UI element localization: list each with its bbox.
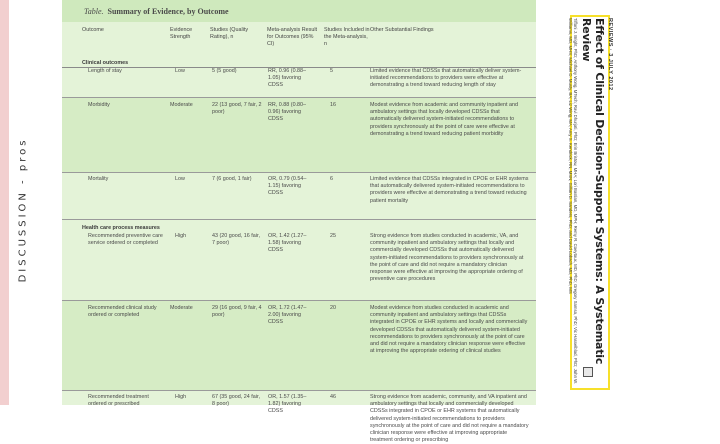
article-title: Effect of Clinical Decision-Support Systems: A Systematic Review [579, 17, 606, 364]
table-title [62, 0, 536, 22]
table-header-row [62, 22, 536, 68]
row-divider [62, 172, 536, 173]
row-strength: Low [175, 176, 185, 182]
row-strength: High [175, 394, 187, 400]
row-findings: Strong evidence from studies conducted in academic, VA, and community inpatient and ambulatory settings that locally and commercially developed CDSSs that automatically delivered system-initiated recommendations to providers synchronously at the point of care and did not require a mandatory clinician response were effective at improving the appropriate ordering of preventive care procedures [370, 233, 524, 283]
row-divider [62, 390, 536, 391]
article-category: REVIEWS · 3 JULY 2012 [606, 17, 613, 91]
table-title-text: Summary of Evidence, by Outcome [107, 7, 229, 16]
side-accent-bar [0, 0, 9, 405]
row-findings: Limited evidence that CDSSs that automatically deliver system-initiated recommendations to providers were effective at demonstrating a trend toward reducing length of stay [370, 68, 522, 89]
row-studies: 22 (13 good, 7 fair, 2 poor) [212, 102, 262, 116]
row-meta: RR, 0.96 (0.88–1.05) favoring CDSS [268, 68, 307, 89]
row-included: 16 [330, 102, 336, 108]
row-findings: Limited evidence that CDSSs integrated in CPOE or EHR systems that automatically delivered system-initiated recommendations to providers were effective at demonstrating a trend toward reducing patient mortality [370, 176, 529, 204]
evidence-table [62, 22, 536, 444]
row-strength: Moderate [170, 102, 193, 108]
row-studies: 7 (6 good, 1 fair) [212, 176, 252, 182]
row-findings: Modest evidence from academic and community inpatient and ambulatory settings that locally developed CDSSs that automatically delivered system-initiated recommendations to providers synchronously at the point of care were effective at demonstrating a trend toward reducing patient morbidity [370, 102, 519, 137]
row-meta: OR, 1.57 (1.35–1.82) favoring CDSS [268, 394, 307, 415]
row-included: 46 [330, 394, 336, 400]
row-meta: RR, 0.88 (0.80–0.96) favoring CDSS [268, 102, 307, 123]
header-studies-included: Studies Included in the Meta-analysis, n [324, 27, 370, 47]
row-outcome: Morbidity [88, 102, 110, 108]
article-header-panel [567, 15, 613, 390]
section-process-measures: Health care process measures [82, 225, 160, 231]
row-studies: 67 (35 good, 24 fair, 8 poor) [212, 394, 260, 408]
row-outcome: Recommended treatment ordered or prescribed [88, 394, 149, 408]
header-meta-analysis: Meta-analysis Result for Outcomes (95% CI) [267, 27, 318, 47]
row-studies: 5 (5 good) [212, 68, 237, 74]
row-included: 20 [330, 305, 336, 311]
header-outcome: Outcome [82, 27, 104, 33]
row-studies: 29 (16 good, 9 fair, 4 poor) [212, 305, 262, 319]
header-other-findings: Other Substantial Findings [370, 27, 434, 33]
row-included: 6 [330, 176, 333, 182]
row-included: 5 [330, 68, 333, 74]
row-studies: 43 (20 good, 16 fair, 7 poor) [212, 233, 260, 247]
header-evidence-strength: Evidence Strength [170, 27, 193, 40]
row-findings: Strong evidence from academic, community, and VA inpatient and ambulatory settings that locally and commercially developed CDSSs integrated in CPOE or EHR systems that automatically delivered system-initiated recommendations to providers synchronously at the point of care and did not require a mandatory clinician response were effective at improving appropriate treatment ordering or prescribing [370, 394, 529, 444]
row-findings: Modest evidence from studies conducted in academic and community inpatient and ambulatory settings that CDSSs integrated in CPOE or EHR systems and locally and commercially developed CDSSs that automatically delivered system-initiated recommendations to providers synchronously at the point of care and did not require a mandatory clinician response were effective at improving the appropriate ordering of clinical studies [370, 305, 528, 355]
row-outcome: Length of stay [88, 68, 122, 74]
article-authors: Tiffani J. Bright, PhD; Anthony Wong, MTech; Ravi Dhurjati, PhD; Erin Bristow, MHA; Lori Bastian, MD, MPH; Remy R. Coeytaux, MD, PhD; Gregory Samsa, PhD; Vic Hasselblad, PhD; John W. Williams, MD, MHS; Michael D. Musty, BA; Liz Wing, MA; Amy S. Kendrick, RN, MSN; Gillian D. Sanders, PhD; and David Lobach, MD, PhD, MS [567, 17, 578, 384]
row-strength: Moderate [170, 305, 193, 311]
row-outcome: Recommended clinical study ordered or completed [88, 305, 157, 319]
journal-logo-icon [583, 367, 593, 377]
header-studies-quality: Studies (Quality Rating), n [210, 27, 249, 40]
row-strength: Low [175, 68, 185, 74]
row-outcome: Mortality [88, 176, 109, 182]
row-meta: OR, 0.79 (0.54–1.15) favoring CDSS [268, 176, 307, 197]
row-included: 25 [330, 233, 336, 239]
table-label: Table. [84, 7, 104, 16]
row-meta: OR, 1.42 (1.27–1.58) favoring CDSS [268, 233, 307, 254]
row-meta: OR, 1.72 (1.47–2.00) favoring CDSS [268, 305, 307, 326]
article-header-rotated [567, 18, 613, 388]
row-outcome: Recommended preventive care service ordered or completed [88, 233, 163, 247]
row-strength: High [175, 233, 187, 239]
section-clinical-outcomes: Clinical outcomes [82, 60, 129, 66]
side-section-label: DISCUSSION - pros [17, 137, 29, 283]
row-divider [62, 219, 536, 220]
